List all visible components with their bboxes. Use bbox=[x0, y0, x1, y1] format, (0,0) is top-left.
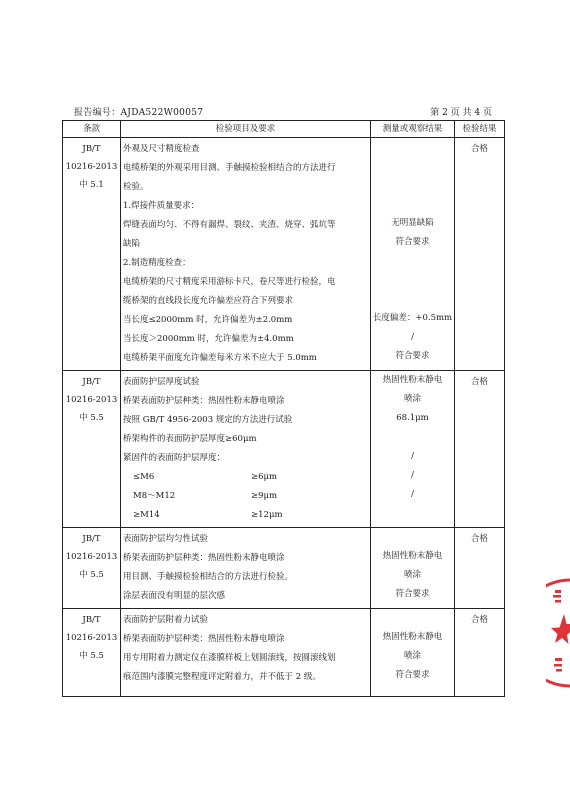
report-header bbox=[62, 105, 502, 119]
clause-cell: JB/T 10216-2013 中 5.1 bbox=[63, 138, 121, 371]
seal-icon bbox=[546, 578, 570, 688]
column-header-measurement: 测量或观察结果 bbox=[371, 121, 455, 138]
item-cell: 表面防护层均匀性试验 桥架表面防护层种类：热固性粉末静电喷涂 用目测、手触摸检验相结合的方法进行检验。 涂层表面没有明显的层次感 bbox=[121, 528, 371, 609]
clause-cell: JB/T 10216-2013 中 5.5 bbox=[63, 528, 121, 609]
thickness-row: ≤M6 ≥6μm bbox=[133, 472, 278, 482]
table-row bbox=[63, 609, 505, 697]
result-cell: 合格 bbox=[455, 138, 505, 371]
item-title: 表面防护层附着力试验 bbox=[123, 615, 209, 625]
result-cell: 合格 bbox=[455, 609, 505, 697]
item-title: 外观及尺寸精度检查 bbox=[123, 144, 200, 154]
page-info: 第 2 页 共 4 页 bbox=[430, 108, 492, 118]
measurement-cell: 热固性粉末静电 喷涂 68.1μm / / / bbox=[371, 371, 455, 528]
report-number: 报告编号：AJDA522W00057 bbox=[74, 108, 204, 118]
item-title: 表面防护层均匀性试验 bbox=[123, 534, 209, 544]
inspection-table bbox=[62, 120, 505, 697]
clause-cell: JB/T 10216-2013 中 5.5 bbox=[63, 609, 121, 697]
table-header-row bbox=[63, 121, 505, 138]
column-header-clause: 条款 bbox=[63, 121, 121, 138]
column-header-item: 检验项目及要求 bbox=[121, 121, 371, 138]
inspection-seal-stamp bbox=[546, 578, 570, 688]
result-cell: 合格 bbox=[455, 528, 505, 609]
item-title: 表面防护层厚度试验 bbox=[123, 377, 200, 387]
measurement-cell: 热固性粉末静电 喷涂 符合要求 bbox=[371, 609, 455, 697]
item-cell: 表面防护层附着力试验 桥架表面防护层种类：热固性粉末静电喷涂 用专用附着力测定仪在漆膜样板上划圆滚线，按圆滚线划 痕范围内漆膜完整程度评定附着力，并不低于 2 级。 bbox=[121, 609, 371, 697]
thickness-row: M8～M12 ≥9μm bbox=[133, 491, 278, 501]
clause-cell: JB/T 10216-2013 中 5.5 bbox=[63, 371, 121, 528]
item-cell: 表面防护层厚度试验 桥架表面防护层种类：热固性粉末静电喷涂 按照 GB/T 4956-2003 规定的方法进行试验 桥架构件的表面防护层厚度≥60μm 紧固件的表面防护层厚度： ≤M6 ≥6μm M8～M12 ≥9μm ≥M14 ≥12μm bbox=[121, 371, 371, 528]
table-row bbox=[63, 371, 505, 528]
result-cell: 合格 bbox=[455, 371, 505, 528]
measurement-cell: 热固性粉末静电 喷涂 符合要求 bbox=[371, 528, 455, 609]
table-row bbox=[63, 138, 505, 371]
table-row bbox=[63, 528, 505, 609]
measurement-cell: 无明显缺陷 符合要求 长度偏差：+0.5mm / 符合要求 bbox=[371, 138, 455, 371]
thickness-row: ≥M14 ≥12μm bbox=[133, 510, 283, 520]
column-header-result: 检验结果 bbox=[455, 121, 505, 138]
item-cell: 外观及尺寸精度检查 电缆桥架的外观采用目测、手触摸检验相结合的方法进行 检验。 1.焊接件质量要求： 焊缝表面均匀、不得有漏焊、裂纹、夹渣、烧穿、弧坑等 缺陷 2.制造精度检查： 电缆桥架的尺寸精度采用游标卡尺，卷尺等进行检验，电 缆桥架的直线段长度允许偏差应符合下列要求 当长度≤2000mm 时，允许偏差为±2.0mm 当长度＞2000mm 时，允许偏差为±4.0mm 电缆桥架平面度允许偏差每米方米不应大于 5.0mm bbox=[121, 138, 371, 371]
